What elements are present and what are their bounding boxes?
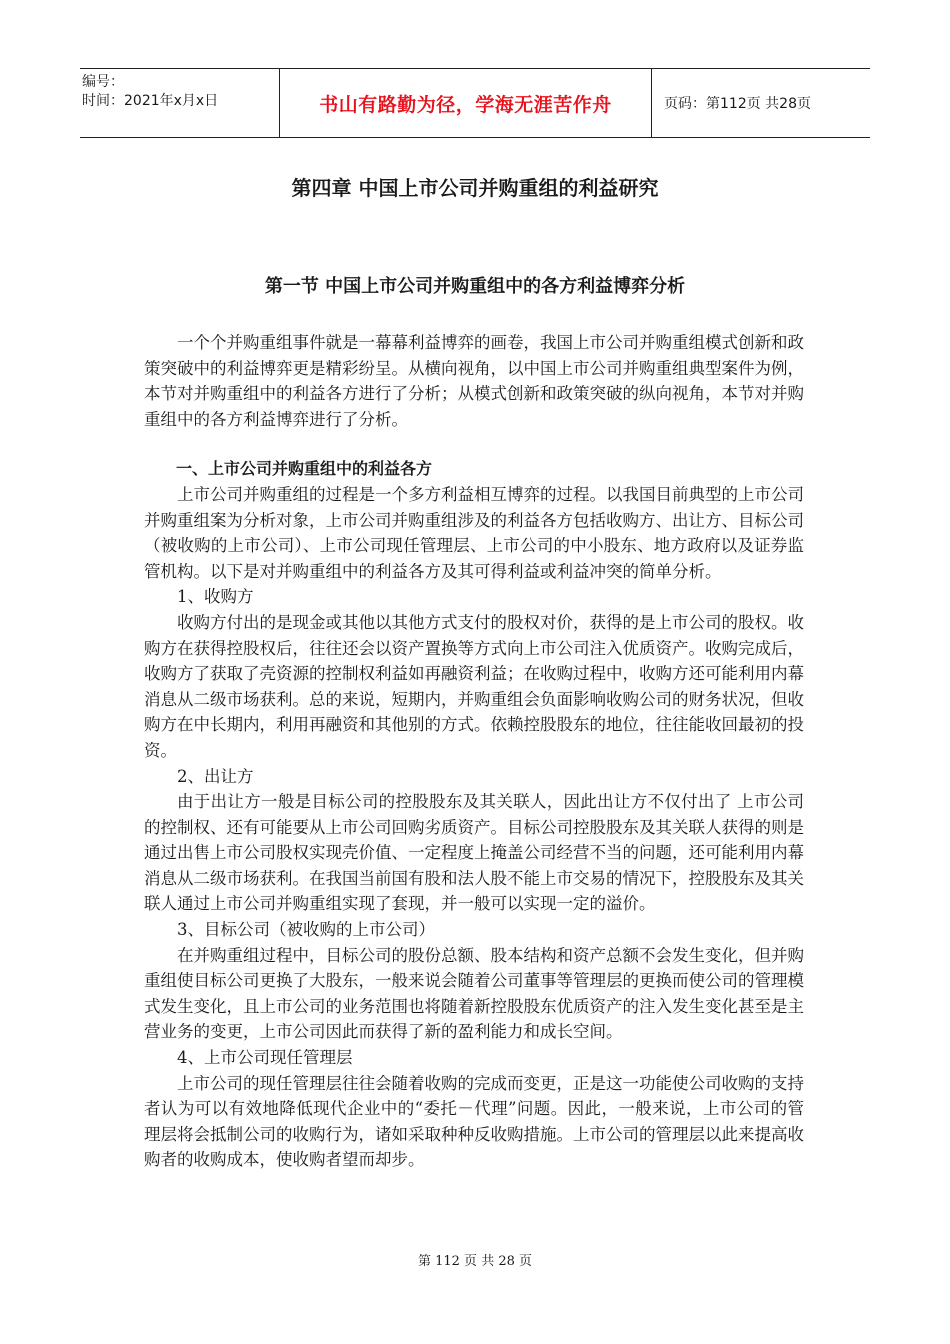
page-number-cell	[652, 69, 870, 137]
motto-text: 书山有路勤为径，学海无涯苦作舟	[319, 93, 612, 116]
time-label: 时间：2021年x月x日	[82, 93, 219, 109]
page-footer: 第 112 页 共 28 页	[417, 1254, 533, 1269]
subsection-heading: 一、上市公司并购重组中的利益各方	[176, 459, 433, 479]
subsection-paragraph: 上市公司并购重组的过程是一个多方利益相互博弈的过程。以我国目前典型的上市公司并购重组案为分析对象，上市公司并购重组涉及的利益各方包括收购方、出让方、目标公司（被收购的上市公司）、上市公司现任管理层、上市公司的中小股东、地方政府以及证券监管机构。以下是对并购重组中的利益各方及其可得利益或利益冲突的简单分析。	[144, 484, 804, 581]
header-table	[80, 68, 870, 138]
item-paragraph: 在并购重组过程中，目标公司的股份总额、股本结构和资产总额不会发生变化，但并购重组使目标公司更换了大股东，一般来说会随着公司董事等管理层的更换而使公司的管理模式发生变化，且上市公司的业务范围也将随着新控股股东优质资产的注入发生变化甚至是主营业务的变更，上市公司因此而获得了新的盈利能力和成长空间。	[144, 945, 804, 1042]
item-title: 1、收购方	[177, 587, 254, 607]
motto-cell	[280, 69, 652, 137]
item-paragraph: 上市公司的现任管理层往往会随着收购的完成而变更，正是这一功能使公司收购的支持者认为可以有效地降低现代企业中的“委托－代理”问题。因此，一般来说，上市公司的管理层将会抵制公司的收购行为，诸如采取种种反收购措施。上市公司的管理层以此来提高收购者的收购成本，使收购者望而却步。	[144, 1073, 804, 1170]
intro-paragraph: 一个个并购重组事件就是一幕幕利益博弈的画卷，我国上市公司并购重组模式创新和政策突破中的利益博弈更是精彩纷呈。从横向视角，以中国上市公司并购重组典型案件为例，本节对并购重组中的利益各方进行了分析；从模式创新和政策突破的纵向视角，本节对并购重组中的各方利益博弈进行了分析。	[144, 333, 804, 429]
item-title: 3、目标公司（被收购的上市公司）	[177, 920, 435, 940]
item-paragraph: 由于出让方一般是目标公司的控股股东及其关联人，因此出让方不仅付出了 上市公司的控制权、还有可能要从上市公司回购劣质资产。目标公司控股股东及其关联人获得的则是通过出售上市公司股权实现壳价值、一定程度上掩盖公司经营不当的问题，还可能利用内幕消息从二级市场获利。在我国当前国有股和法人股不能上市交易的情况下，控股股东及其关联人通过上市公司并购重组实现了套现，并一般可以实现一定的溢价。	[144, 792, 804, 914]
document-body	[144, 330, 804, 1173]
spacer	[144, 432, 804, 456]
code-label: 编号：	[82, 74, 124, 90]
item-paragraph: 收购方付出的是现金或其他以其他方式支付的股权对价，获得的是上市公司的股权。收购方在获得控股权后，往往还会以资产置换等方式向上市公司注入优质资产。收购完成后，收购方了获取了壳资源的控制权利益如再融资利益；在收购过程中，收购方还可能利用内幕消息从二级市场获利。总的来说，短期内，并购重组会负面影响收购公司的财务状况，但收购方在中长期内，利用再融资和其他别的方式。依赖控股股东的地位，往往能收回最初的投资。	[144, 612, 804, 760]
section-title: 第一节 中国上市公司并购重组中的各方利益博弈分析	[264, 276, 686, 297]
item-title: 4、上市公司现任管理层	[177, 1048, 353, 1068]
chapter-title: 第四章 中国上市公司并购重组的利益研究	[291, 176, 659, 200]
header-meta-cell	[80, 69, 280, 137]
item-title: 2、出让方	[177, 766, 254, 786]
page-label: 页码：第112页 共28页	[664, 96, 811, 112]
